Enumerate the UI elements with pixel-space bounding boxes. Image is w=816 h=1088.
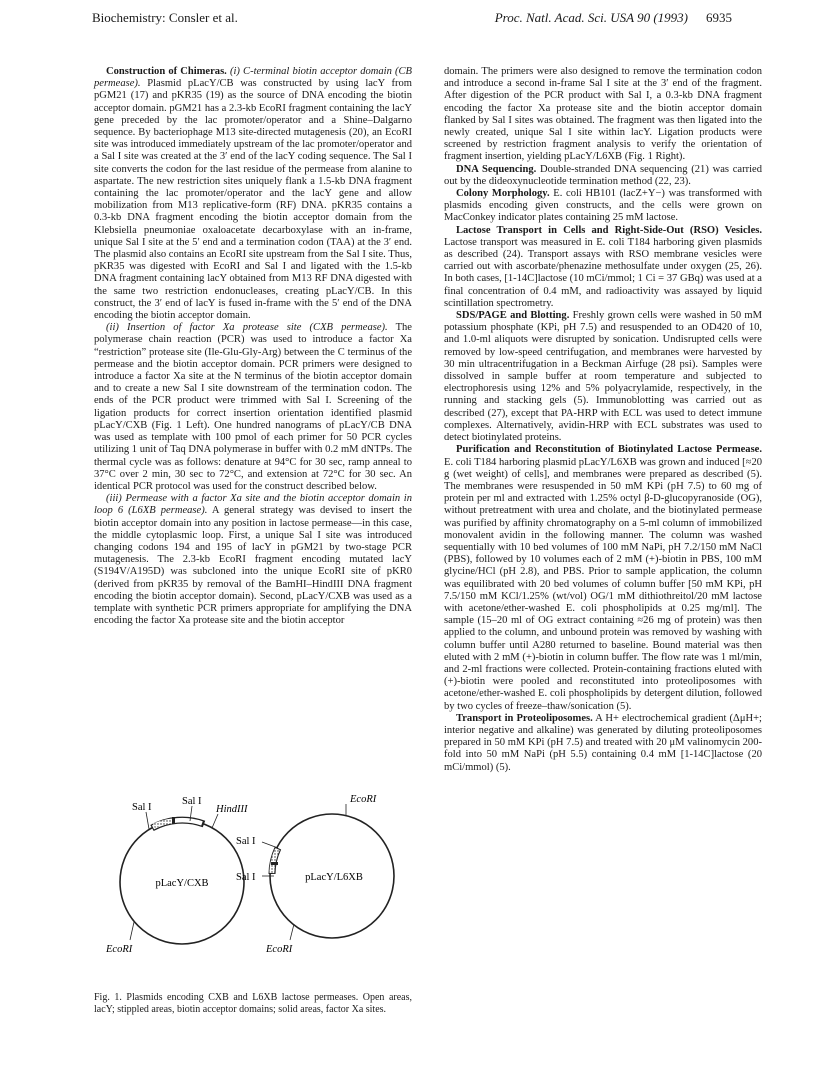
paragraph-transport-cells: Lactose Transport in Cells and Right-Side-Out (RSO) Vesicles. Lactose transport was measured in E. coli T184 harboring given plasmids as described (24). Transport assays with RSO membrane vesicles were carried out with ascorbate/phenazine methosulfate under oxygen (25, 26). In both cases, [1-14C]lactose (10 mCi/mmol; 1 Ci = 37 GBq) was used at a final concentration of 0.4 mM, and radioactivity was assayed by liquid scintillation spectrometry. xyxy=(444,224,762,309)
paragraph-morphology: Colony Morphology. E. coli HB101 (lacZ+Y−) was transformed with plasmids encoding given constructs, and the cells were grown on MacConkey indicator plates containing 25 mM lactose. xyxy=(444,188,763,224)
plasmid-diagram xyxy=(94,790,412,990)
figure-caption xyxy=(94,992,412,1016)
sal1-label-right-b: Sal I xyxy=(236,872,256,883)
paragraph-proteoliposomes: Transport in Proteoliposomes. A H+ electrochemical gradient (ΔμH+; interior negative and alkaline) was generated by diluting proteoliposomes prepared in 50 mM KPi (pH 7.5) and treated with 20 μM valinomycin 200-fold into 50 mM NaPi (pH 5.5) containing 0.4 mM [1-14C]lactose (20 mCi/mmol) (5). xyxy=(444,712,762,773)
caption-text: Plasmids encoding CXB and L6XB lactose permeases. Open areas, lacY; stippled areas, biotin acceptor domains; solid areas, factor Xa sites. xyxy=(94,992,412,1015)
paragraph-sds-page: SDS/PAGE and Blotting. Freshly grown cells were washed in 50 mM potassium phosphate (KPi, pH 7.5) and resuspended to an OD420 of 10, and 1.0-ml aliquots were disrupted by sonication. Undisrupted cells were removed by low-speed centrifugation, and membranes were harvested by 30 min ultracentrifugation in a Beckman Airfuge (28 psi). Samples were dissolved in sample buffer at room temperature and subjected to electrophoresis using 12% and 5% polyacrylamide, respectively, in the running and stacking gels (5). Immunoblotting was carried out as described (27), except that PA-HRP with ECL was used to detect immune complexes. Alternatively, avidin-HRP with ECL substrates was used to detect biotinylated proteins. xyxy=(444,310,763,444)
caption-label: Fig. 1. xyxy=(94,992,122,1003)
right-column xyxy=(444,66,762,774)
paragraph-cxb: (ii) Insertion of factor Xa protease site (CXB permease). The polymerase chain reaction (PCR) was used to introduce a factor Xa “restriction” protease site (Ile-Glu-Gly-Arg) between the C terminus of the permease and the biotin acceptor domain. PCR primers were designed to introduce a factor Xa site at the N terminus of the biotin acceptor domain and to create a new Sal I site downstream of the termination codon. The ends of the PCR product were trimmed with Sal I. Screening of the ligation products for correct insertion orientation identified plasmid pLacY/CXB (Fig. 1 Left). One hundred nanograms of pLacY/CB DNA was used as template with 100 pmol of each primer for 50 PCR cycles utilizing 1 unit of Taq DNA polymerase in buffer with 0.2 mM dNTPs. The thermal cycle was as follows: denature at 94°C for 30 sec, ramp anneal to 37°C over 2 min, 30 sec to 72°C, and extension at 72°C for 30 sec. An identical PCR protocol was used for the construct described below. xyxy=(94,322,412,492)
sal1-label-right-a: Sal I xyxy=(236,836,256,847)
paragraph-purification: Purification and Reconstitution of Biotinylated Lactose Permease. E. coli T184 harboring plasmid pLacY/L6XB was grown and induced [≈20 g (wet weight) of cells], and membranes were prepared as described (5). The membranes were resuspended in 50 mM KPi (pH 7.5) to 60 mg of protein per ml and extracted with 1.25% octyl β-D-glucopyranoside (OG), without pretreatment with urea and cholate, and the biotinylated permease was purified by affinity chromatography on a 5-ml column of immobilized monovalent avidin in the following manner. The column was washed sequentially with 10 bed volumes of 100 mM NaPi, pH 7.2/150 mM NaCl (PBS), followed by 10 volumes each of 2 mM (+)-biotin in PBS, 100 mM glycine/HCl (pH 2.8), and PBS. Prior to sample application, the column was equilibrated with 20 bed volumes of column buffer [50 mM KPi, pH 7.5/150 mM KCl/1.25% (wt/vol) OG/1 mM dithiothreitol/20 mM lactose with acetone/ether-washed E. coli phospholipids at 0.25 mg/ml]. The sample (15–20 ml of OG extract containing ≈26 mg of protein) was then applied to the column, and unbound protein was removed by washing with column buffer until A280 returned to baseline. Bound material was then eluted with 2 mM (+)-biotin in column buffer. The flow rate was 1 ml/min, and 2-ml fractions were collected. Protein-containing fractions eluted with (+)-biotin were pooled and reconstituted into proteoliposomes with acetone/ether-washed E. coli phospholipids by detergent dilution, followed by two cycles of freeze–thaw/sonication (5). xyxy=(444,444,762,712)
factor-xa-right xyxy=(271,862,278,865)
biotin-domain-left xyxy=(154,821,172,826)
plasmid-name-left: pLacY/CXB xyxy=(155,878,209,889)
plasmid-name-right: pLacY/L6XB xyxy=(305,872,363,883)
page-number: 6935 xyxy=(706,10,732,25)
paragraph-chimeras: Construction of Chimeras. (i) C-terminal biotin acceptor domain (CB permease). Plasmid pLacY/CB was constructed by using lacY from pGM21 (17) and pKR35 (19) as the source of DNA encoding the biotin acceptor domain. pGM21 has a 2.3-kb EcoRI fragment containing the lacY gene preceded by the lac promoter/operator and a Shine–Dalgarno sequence. By bacteriophage M13 site-directed mutagenesis (20), an EcoRI site was introduced immediately upstream of the lac promoter/operator and a Sal I site was created at the 3′ end of the lacY coding sequence. The Sal I site converts the codon for the last residue of the permease from alanine to aspartate. The new restriction sites uniquely flank a 1.5-kb DNA fragment containing the lac promoter/operator and the lacY gene and allow mobilization from M13 replicative-form (RF) DNA. pKR35 contains a 0.3-kb DNA fragment encoding the biotin acceptor domain from the Klebsiella pneumoniae oxaloacetate decarboxylase with an in-frame, unique Sal I site at the 5′ end and a termination codon (TAA) at the 3′ end. The plasmid also contains an EcoRI site upstream from the Sal I site. Thus, pKR35 was digested with EcoRI and Sal I and ligated with the 1.5-kb DNA fragment containing lacY obtained from M13 RF DNA digested with the same two restriction endonucleases, creating pLacY/CB. In this construct, the 3′ end of lacY is fused in-frame with the 5′ end of the DNA encoding the biotin acceptor domain. xyxy=(94,66,412,322)
paragraph-continued: domain. The primers were also designed to remove the termination codon and introduce a second in-frame Sal I site at the 3′ end of the fragment. After digestion of the PCR product with Sal I, a 0.3-kb DNA fragment encoding the factor Xa protease site and the biotin acceptor domain flanked by Sal I sites was obtained. The fragment was then ligated into the newly created, unique Sal I site within lacY. Ligation products were screened by restriction fragment analysis to verify the orientation of fragment insertion, yielding pLacY/L6XB (Fig. 1 Right). xyxy=(444,66,762,163)
ecor1-label-left: EcoRI xyxy=(106,944,133,955)
factor-xa-left xyxy=(172,817,175,824)
ecor1-label-right-bottom: EcoRI xyxy=(266,944,293,955)
journal-citation: Proc. Natl. Acad. Sci. USA 90 (1993) 6935 xyxy=(494,10,732,25)
paragraph-l6xb: (iii) Permease with a factor Xa site and the biotin acceptor domain in loop 6 (L6XB permease). A general strategy was devised to insert the biotin acceptor domain into any position in lactose permease—in this case, the middle cytoplasmic loop. First, a unique Sal I site was introduced changing codons 194 and 195 of lacY in pGM21 by two-stage PCR mutagenesis. The 2.3-kb EcoRI fragment encoding mutated lacY (S194V/A195D) was subcloned into the unique EcoRI site of pKR0 (derived from pKR35 by removal of the BamHI–HindIII DNA fragment encoding the biotin acceptor domain). Second, pLacY/CXB was used as a template with synthetic PCR primers appropriate for amplifying the DNA encoding the factor Xa protease site and the biotin acceptor xyxy=(94,493,412,627)
journal-section: Biochemistry: Consler et al. xyxy=(92,10,238,25)
sal1-label-left-b: Sal I xyxy=(182,796,202,807)
running-header xyxy=(92,10,732,32)
sal1-label-left-a: Sal I xyxy=(132,802,152,813)
figure-1 xyxy=(94,790,412,1020)
hind3-label: HindIII xyxy=(216,804,248,815)
paragraph-sequencing: DNA Sequencing. Double-stranded DNA sequencing (21) was carried out by the dideoxynucleotide termination method (22, 23). xyxy=(444,163,763,187)
ecor1-label-right-top: EcoRI xyxy=(350,794,377,805)
left-column xyxy=(94,66,412,627)
